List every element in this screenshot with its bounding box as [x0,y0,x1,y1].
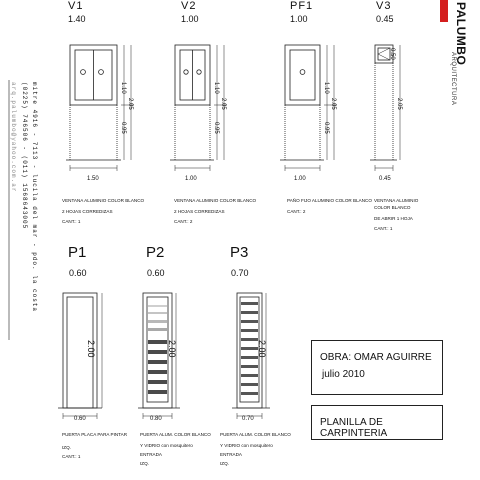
door-p3-dim-h: 2.00 [257,340,267,358]
window-v2-width: 1.00 [181,14,199,24]
brand-name: PALUMBO [454,2,468,66]
window-pf1-code: PF1 [290,0,314,12]
window-pf1-drawing [280,45,337,171]
brand-subtitle: ARQUITECTURA [450,52,456,106]
window-v3-dim-bottom: 0.45 [379,176,391,182]
door-p1-desc: PUERTA PLACA PARA PINTAR IZQ. CANT.: 1 [62,432,128,459]
window-pf1-dim-sill: 0.95 [323,122,329,134]
window-v1-dim-h1: 1.10 [120,82,126,94]
window-v2-code: V2 [181,0,197,12]
door-p2-slats [148,305,167,394]
window-v3-dim-h2: 2.05 [396,98,402,110]
door-p1-dim-bottom: 0.60 [74,416,86,422]
contact-line-2: (0225) 746506 - (011) 1568643005 [21,82,28,230]
door-p3-desc: PUERTA ALUM. COLOR BLANCO Y VIDRIO con mosquitero ENTRADA IZQ. [220,432,291,466]
window-v2-dim-bottom: 1.00 [185,176,197,182]
window-v2-dim-sill: 0.95 [213,122,219,134]
window-pf1-dim-h1: 1.10 [323,82,329,94]
sheet-title: PLANILLA DE CARPINTERIA [320,417,388,439]
door-p1-width: 0.60 [69,268,87,278]
window-v1-dim-h2: 2.05 [127,98,133,110]
window-v3-code: V3 [376,0,392,12]
door-p2-dim-bottom: 0.80 [150,416,162,422]
window-v1-desc: VENTANA ALUMINIO COLOR BLANCO 2 HOJAS CORREDIZAS CANT.: 1 [62,198,145,224]
obra-box [311,340,443,395]
window-v3-desc: VENTANA ALUMINIO COLOR BLANCO DE ABRIR 1 HOJA CANT.: 1 [374,198,419,231]
window-pf1-width: 1.00 [290,14,308,24]
door-p3-slats [241,302,258,395]
window-v2-drawing [170,45,227,171]
window-pf1-desc: PAÑO FIJO ALUMINIO COLOR BLANCO CANT.: 2 [287,198,372,214]
brand-logo [454,2,468,65]
door-p3-width: 0.70 [231,268,249,278]
window-v2-dim-h1: 1.10 [213,82,219,94]
door-p2-desc: PUERTA ALUM. COLOR BLANCO Y VIDRIO con mosquitero ENTRADA IZQ. [140,432,211,466]
sheet-title-box [311,405,443,440]
contact-line-3: arq.palumbo@yahoo.com.ar [10,82,17,193]
window-pf1-dim-bottom: 1.00 [294,176,306,182]
obra-date: julio 2010 [322,369,365,380]
door-p1-dim-h: 2.00 [86,340,96,358]
obra-title: OBRA: OMAR AGUIRRE [320,352,432,363]
window-v1-width: 1.40 [68,14,86,24]
door-p3-code: P3 [230,244,249,261]
door-p1-code: P1 [68,244,87,261]
window-v1-dim-sill: 0.95 [120,122,126,134]
window-v3-dim-h1: 0.50 [389,48,395,60]
window-v2-dim-h2: 2.05 [220,98,226,110]
window-v3-width: 0.45 [376,14,394,24]
brand-red-block [440,0,448,22]
door-p3-dim-bottom: 0.70 [242,416,254,422]
contact-line-1: mitre 4916 - 7113 - lucila del mar - pdo. la costa [31,82,38,313]
door-p2-width: 0.60 [147,268,165,278]
window-v2-desc: VENTANA ALUMINIO COLOR BLANCO 2 HOJAS CORREDIZAS CANT.: 2 [174,198,257,224]
door-p2-dim-h: 2.00 [167,340,177,358]
window-pf1-dim-h2: 2.05 [330,98,336,110]
window-v1-code: V1 [68,0,84,12]
window-v1-dim-bottom: 1.50 [87,176,99,182]
window-v1-drawing [66,45,134,171]
door-p2-code: P2 [146,244,165,261]
